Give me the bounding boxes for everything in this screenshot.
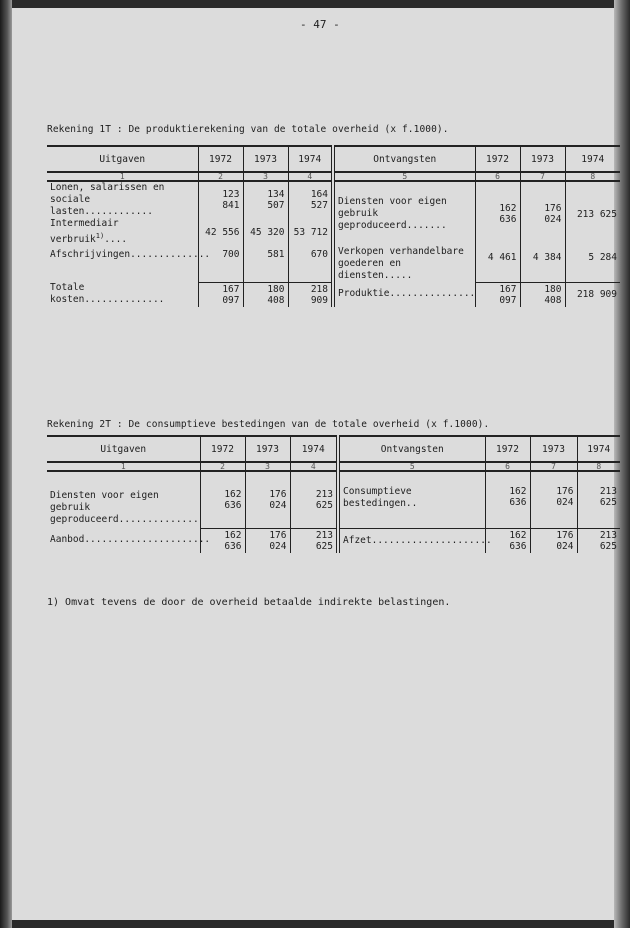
cell-value: 213 625 xyxy=(290,471,338,528)
cell-value: 670 xyxy=(288,246,333,282)
footnote-ref: 1) xyxy=(95,232,105,240)
footnote: 1) Omvat tevens de door de overheid betaalde indirekte belastingen. xyxy=(47,597,451,608)
cell-value: 176 024 xyxy=(520,181,565,246)
cell-value: 581 xyxy=(243,246,288,282)
cell-value: 4 384 xyxy=(520,246,565,282)
header-year: 1972 xyxy=(485,436,530,462)
table-row xyxy=(47,246,620,282)
header-year: 1973 xyxy=(530,436,577,462)
col-number: 4 xyxy=(290,462,338,471)
cell-value: 53 712 xyxy=(288,218,333,246)
header-year: 1974 xyxy=(577,436,620,462)
cell-value: 123 841 xyxy=(198,181,243,218)
table1-header-row xyxy=(47,146,620,172)
table1-produktierekening xyxy=(47,145,620,307)
page-number: - 47 - xyxy=(300,18,340,31)
row-label: Totale kosten.............. xyxy=(50,282,165,306)
col-number: 2 xyxy=(198,172,243,181)
label-text: Intermediair verbruik xyxy=(50,218,119,246)
row-label xyxy=(47,218,198,246)
cell-value: 176 024 xyxy=(530,528,577,553)
cell-value: 167 097 xyxy=(198,282,243,307)
row-label: Diensten voor eigen gebruik geproduceerd....... xyxy=(333,181,475,246)
row-label: Lonen, salarissen en sociale lasten............ xyxy=(50,182,165,217)
cell-value: 176 024 xyxy=(245,471,290,528)
header-year: 1973 xyxy=(245,436,290,462)
col-number: 1 xyxy=(47,462,200,471)
header-year: 1973 xyxy=(520,146,565,172)
col-number: 6 xyxy=(475,172,520,181)
cell-value: 213 625 xyxy=(577,528,620,553)
cell-value: 45 320 xyxy=(243,218,288,246)
cell-value: 5 284 xyxy=(565,246,620,282)
cell-value: 176 024 xyxy=(245,528,290,553)
col-number: 4 xyxy=(288,172,333,181)
table2-caption: Rekening 2T : De consumptieve bestedingen van de totale overheid (x f.1000). xyxy=(47,419,490,430)
cell-value: 162 636 xyxy=(200,471,245,528)
header-year: 1972 xyxy=(198,146,243,172)
col-number: 5 xyxy=(338,462,485,471)
row-label: Consumptieve bestedingen.. xyxy=(338,471,485,528)
col-number: 5 xyxy=(333,172,475,181)
cell-value: 176 024 xyxy=(530,471,577,528)
header-ontvangsten: Ontvangsten xyxy=(333,146,475,172)
table2-header-row xyxy=(47,436,620,462)
cell-value: 213 625 xyxy=(290,528,338,553)
header-uitgaven: Uitgaven xyxy=(47,146,198,172)
header-uitgaven: Uitgaven xyxy=(47,436,200,462)
row-label: Produktie............... xyxy=(333,282,475,307)
column-number-row xyxy=(47,172,620,181)
row-label: Afschrijvingen.............. xyxy=(50,249,211,261)
col-number: 3 xyxy=(245,462,290,471)
column-number-row xyxy=(47,462,620,471)
row-label: Aanbod...................... xyxy=(50,534,211,546)
cell-value: 167 097 xyxy=(475,282,520,307)
cell-value: 213 625 xyxy=(577,471,620,528)
table2-consumptieve-bestedingen xyxy=(47,435,620,553)
header-year: 1972 xyxy=(200,436,245,462)
cell-value: 180 408 xyxy=(520,282,565,307)
row-label: Diensten voor eigen gebruik geproduceerd.............. xyxy=(50,490,199,525)
cell-value: 180 408 xyxy=(243,282,288,307)
col-number: 8 xyxy=(565,172,620,181)
cell-value: 218 909 xyxy=(288,282,333,307)
cell-value: 42 556 xyxy=(198,218,243,246)
row-label: Verkopen verhandelbare goederen en diensten..... xyxy=(333,246,475,282)
cell-value: 162 636 xyxy=(485,471,530,528)
table-row xyxy=(47,471,620,528)
header-year: 1973 xyxy=(243,146,288,172)
total-row xyxy=(47,282,620,307)
label-dots: .... xyxy=(104,234,128,246)
header-year: 1974 xyxy=(565,146,620,172)
header-ontvangsten: Ontvangsten xyxy=(338,436,485,462)
col-number: 8 xyxy=(577,462,620,471)
cell-value: 213 625 xyxy=(565,181,620,246)
cell-value: 218 909 xyxy=(565,282,620,307)
row-label: Afzet..................... xyxy=(338,528,485,553)
cell-value: 162 636 xyxy=(485,528,530,553)
col-number: 7 xyxy=(520,172,565,181)
cell-value: 162 636 xyxy=(475,181,520,246)
col-number: 7 xyxy=(530,462,577,471)
header-year: 1974 xyxy=(288,146,333,172)
col-number: 6 xyxy=(485,462,530,471)
total-row xyxy=(47,528,620,553)
header-year: 1974 xyxy=(290,436,338,462)
cell-value: 134 507 xyxy=(243,181,288,218)
table1-caption: Rekening 1T : De produktierekening van de totale overheid (x f.1000). xyxy=(47,124,449,135)
cell-value: 700 xyxy=(198,246,243,282)
cell-value: 164 527 xyxy=(288,181,333,218)
col-number: 2 xyxy=(200,462,245,471)
col-number: 1 xyxy=(47,172,198,181)
cell-value: 162 636 xyxy=(200,528,245,553)
table-row xyxy=(47,181,620,218)
cell-value: 4 461 xyxy=(475,246,520,282)
scan-edge-left xyxy=(0,0,12,928)
col-number: 3 xyxy=(243,172,288,181)
header-year: 1972 xyxy=(475,146,520,172)
